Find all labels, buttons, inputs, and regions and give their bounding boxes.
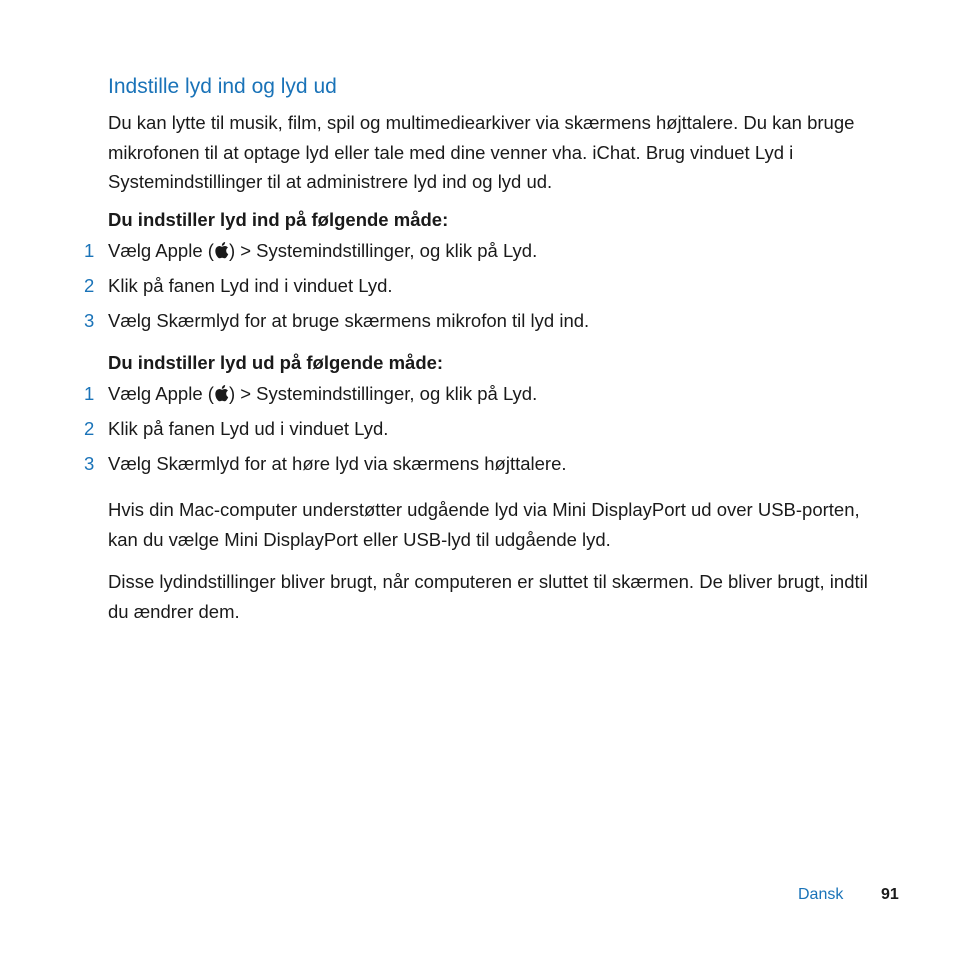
step-number: 1 xyxy=(84,240,95,261)
step-number: 2 xyxy=(84,418,95,439)
step-number: 3 xyxy=(84,453,95,474)
note-paragraph-2: Disse lydindstillinger bliver brugt, når computeren er sluttet til skærmen. De bliver brugt, indtil du ændrer dem. xyxy=(108,571,868,622)
page-number: 91 xyxy=(881,886,899,903)
step-text xyxy=(108,383,537,405)
step-text-before: Vælg Apple ( xyxy=(108,383,214,404)
step-number: 3 xyxy=(84,310,95,331)
step-text-before: Vælg Apple ( xyxy=(108,240,214,261)
step-text: Klik på fanen Lyd ud i vinduet Lyd. xyxy=(108,418,389,439)
apple-logo-icon xyxy=(214,384,229,402)
note-paragraph-1: Hvis din Mac-computer understøtter udgående lyd via Mini DisplayPort ud over USB-porten, kan du vælge Mini DisplayPort eller USB-lyd til udgående lyd. xyxy=(108,499,860,550)
step-text: Vælg Skærmlyd for at høre lyd via skærmens højttalere. xyxy=(108,453,567,474)
sound-in-heading: Du indstiller lyd ind på følgende måde: xyxy=(108,209,449,230)
footer-language: Dansk xyxy=(798,886,844,903)
intro-paragraph: Du kan lytte til musik, film, spil og multimediearkiver via skærmens højttalere. Du kan bruge mikrofonen til at optage lyd eller tale med dine venner vha. iChat. Brug vinduet Lyd i Systemindstillinger til at administrere lyd ind og lyd ud. xyxy=(108,112,855,192)
sound-in-step-1 xyxy=(0,240,954,266)
sound-out-step-2 xyxy=(0,418,954,444)
sound-out-step-3 xyxy=(0,453,954,479)
step-text-after: ) > Systemindstillinger, og klik på Lyd. xyxy=(228,383,538,404)
step-text-after: ) > Systemindstillinger, og klik på Lyd. xyxy=(228,240,538,261)
step-text: Vælg Skærmlyd for at bruge skærmens mikrofon til lyd ind. xyxy=(108,310,590,331)
sound-in-step-2 xyxy=(0,275,954,301)
sound-in-step-3 xyxy=(0,310,954,336)
step-text xyxy=(108,240,537,262)
sound-out-step-1 xyxy=(0,383,954,409)
section-title: Indstille lyd ind og lyd ud xyxy=(108,75,337,98)
apple-logo-icon xyxy=(214,241,229,259)
sound-out-heading: Du indstiller lyd ud på følgende måde: xyxy=(108,352,444,373)
step-number: 2 xyxy=(84,275,95,296)
step-number: 1 xyxy=(84,383,95,404)
step-text: Klik på fanen Lyd ind i vinduet Lyd. xyxy=(108,275,393,296)
